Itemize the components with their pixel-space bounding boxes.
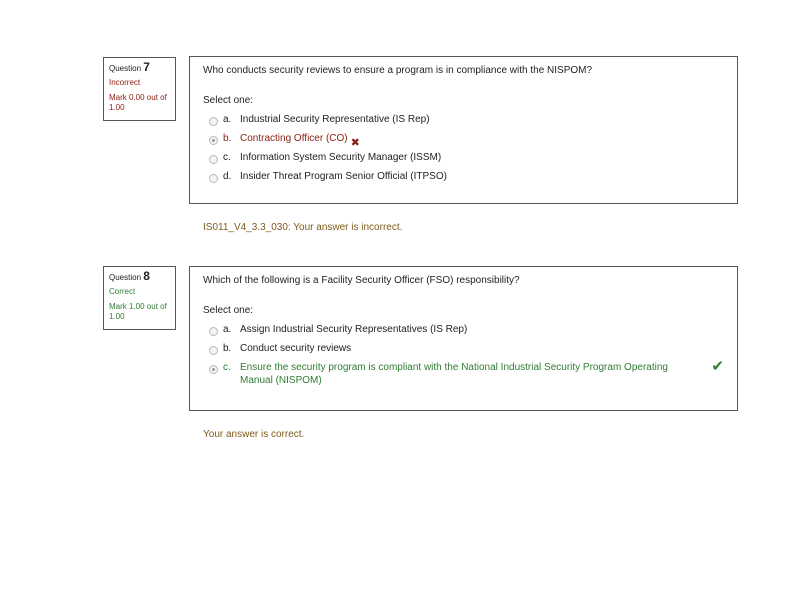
question-7-info	[103, 57, 176, 121]
answer-radio[interactable]	[209, 174, 218, 183]
question-text: Who conducts security reviews to ensure a program is in compliance with the NISPOM?	[203, 65, 593, 76]
question-state: Correct	[109, 287, 136, 296]
question-8-info	[103, 266, 176, 330]
answer-letter: c.	[223, 152, 231, 163]
answer-label: Conduct security reviews	[240, 343, 352, 354]
question-8-feedback: Your answer is correct.	[203, 429, 305, 440]
question-text: Which of the following is a Facility Security Officer (FSO) responsibility?	[203, 275, 520, 286]
question-number: Question 8	[109, 269, 150, 283]
answer-radio[interactable]	[209, 155, 218, 164]
answer-option-c[interactable]	[203, 151, 724, 164]
answer-option-b[interactable]	[203, 342, 724, 355]
answer-label: Industrial Security Representative (IS Rep)	[240, 114, 430, 125]
select-one-prompt: Select one:	[203, 305, 254, 316]
answer-letter: c.	[223, 362, 231, 373]
select-one-prompt: Select one:	[203, 95, 254, 106]
answer-letter: b.	[223, 343, 232, 354]
answer-radio[interactable]	[209, 327, 218, 336]
answer-letter: a.	[223, 324, 232, 335]
cross-icon: ✖	[350, 137, 360, 149]
question-grade: Mark 1.00 out of 1.00	[109, 302, 167, 321]
answer-letter: d.	[223, 171, 232, 182]
answer-radio[interactable]	[209, 117, 218, 126]
question-7-content	[189, 56, 738, 204]
checkmark-icon: ✔	[711, 358, 724, 375]
answer-option-c[interactable]	[203, 358, 724, 387]
question-state: Incorrect	[109, 78, 141, 87]
answer-radio-selected[interactable]	[209, 365, 218, 374]
answer-option-b[interactable]	[203, 132, 724, 149]
answer-letter: a.	[223, 114, 232, 125]
answer-label: Insider Threat Program Senior Official (ITPSO)	[240, 171, 447, 182]
answer-radio-selected[interactable]	[209, 136, 218, 145]
question-7-feedback: IS011_V4_3.3_030: Your answer is incorrect.	[203, 222, 403, 233]
answer-label: Ensure the security program is compliant with the National Industrial Security Program Operating Manual (NISPOM)	[240, 362, 668, 386]
answer-label: Assign Industrial Security Representatives (IS Rep)	[240, 324, 468, 335]
answer-option-d[interactable]	[203, 170, 724, 183]
question-grade: Mark 0.00 out of 1.00	[109, 93, 167, 112]
question-8-content	[189, 266, 738, 411]
answer-option-a[interactable]	[203, 113, 724, 126]
question-number-value: 8	[143, 269, 150, 283]
answer-option-a[interactable]	[203, 323, 724, 336]
question-number: Question 7	[109, 60, 150, 74]
answer-label: Information System Security Manager (ISSM)	[240, 152, 442, 163]
question-number-value: 7	[143, 60, 150, 74]
answer-radio[interactable]	[209, 346, 218, 355]
answer-label: Contracting Officer (CO)	[240, 133, 348, 144]
answer-letter: b.	[223, 133, 232, 144]
